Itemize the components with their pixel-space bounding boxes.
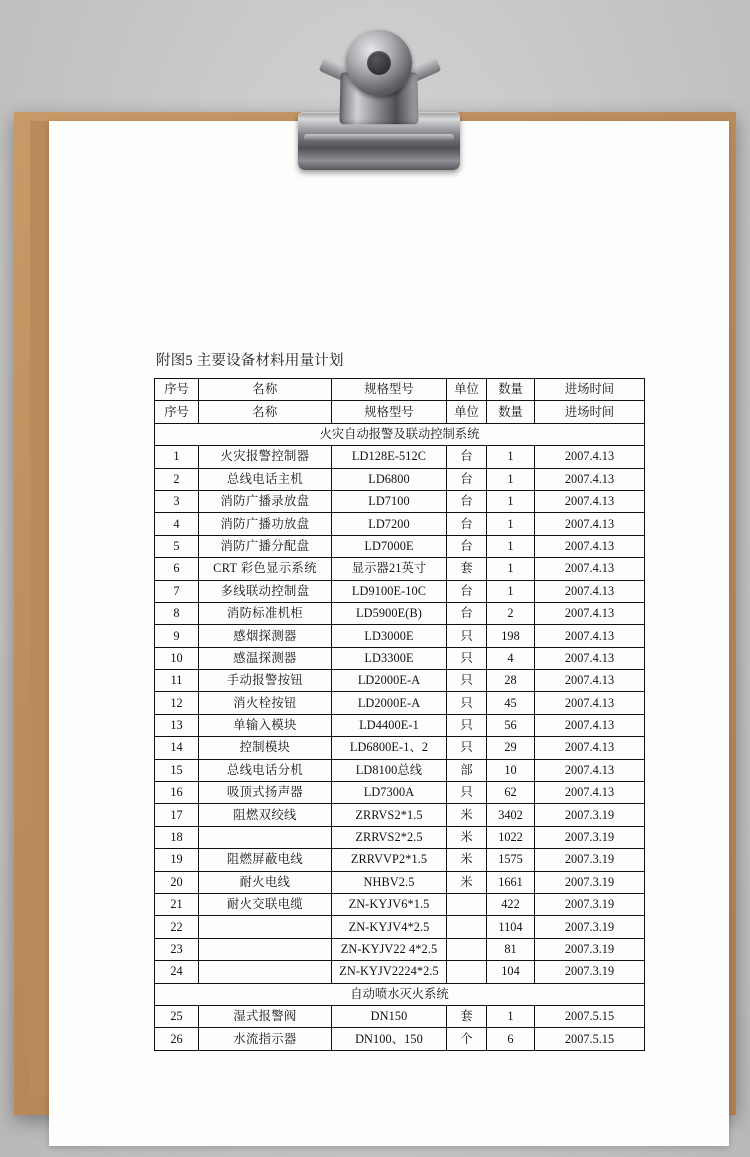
cell-序号: 6: [155, 558, 199, 580]
cell-数量: 1: [487, 468, 535, 490]
cell-规格型号: LD7200: [332, 513, 447, 535]
cell-规格型号: ZN-KYJV2224*2.5: [332, 961, 447, 983]
cell-规格型号: LD3300E: [332, 647, 447, 669]
cell-序号: 20: [155, 871, 199, 893]
cell-单位: 只: [447, 782, 487, 804]
cell-序号: 16: [155, 782, 199, 804]
cell-序号: 9: [155, 625, 199, 647]
cell-数量: 1575: [487, 849, 535, 871]
cell-单位: 米: [447, 849, 487, 871]
cell-名称: 耐火交联电缆: [199, 893, 332, 915]
cell-序号: 4: [155, 513, 199, 535]
cell-单位: [447, 916, 487, 938]
cell-名称: 湿式报警阀: [199, 1005, 332, 1027]
cell-进场时间: 2007.4.13: [535, 782, 645, 804]
cell-进场时间: 2007.4.13: [535, 714, 645, 736]
cell-数量: 1: [487, 580, 535, 602]
cell-数量: 28: [487, 670, 535, 692]
cell-规格型号: LD6800E-1、2: [332, 737, 447, 759]
cell-名称: 消防广播功放盘: [199, 513, 332, 535]
cell-序号: 17: [155, 804, 199, 826]
cell-进场时间: 2007.4.13: [535, 737, 645, 759]
cell-进场时间: 2007.3.19: [535, 961, 645, 983]
cell-规格型号: 显示器21英寸: [332, 558, 447, 580]
cell-规格型号: ZN-KYJV22 4*2.5: [332, 938, 447, 960]
table-row: [155, 759, 645, 781]
cell-单位: 套: [447, 1005, 487, 1027]
cell-单位: 台: [447, 580, 487, 602]
cell-进场时间: 2007.4.13: [535, 647, 645, 669]
cell-单位: 只: [447, 692, 487, 714]
cell-数量: 198: [487, 625, 535, 647]
cell-进场时间: 2007.4.13: [535, 759, 645, 781]
cell-序号: 11: [155, 670, 199, 692]
cell-数量: 6: [487, 1028, 535, 1050]
cell-规格型号: LD5900E(B): [332, 602, 447, 624]
cell-进场时间: 2007.4.13: [535, 468, 645, 490]
cell-序号: 1: [155, 446, 199, 468]
cell-规格型号: LD7100: [332, 490, 447, 512]
cell-单位: 台: [447, 602, 487, 624]
clip-ring-icon: [346, 30, 412, 96]
cell-进场时间: 2007.3.19: [535, 826, 645, 848]
cell-规格型号: ZRRVS2*2.5: [332, 826, 447, 848]
cell-序号: 26: [155, 1028, 199, 1050]
cell-单位: 台: [447, 513, 487, 535]
table-row: [155, 737, 645, 759]
table-row: [155, 938, 645, 960]
cell-名称: 手动报警按钮: [199, 670, 332, 692]
header-进场时间: 进场时间: [535, 401, 645, 423]
cell-数量: 1: [487, 558, 535, 580]
header-数量: 数量: [487, 401, 535, 423]
cell-名称: [199, 961, 332, 983]
table-row: [155, 714, 645, 736]
header-规格型号: 规格型号: [332, 379, 447, 401]
table-row: [155, 513, 645, 535]
cell-进场时间: 2007.3.19: [535, 916, 645, 938]
table-row: [155, 871, 645, 893]
cell-名称: 感烟探测器: [199, 625, 332, 647]
cell-进场时间: 2007.4.13: [535, 670, 645, 692]
cell-名称: 水流指示器: [199, 1028, 332, 1050]
cell-名称: [199, 938, 332, 960]
table-row: [155, 692, 645, 714]
cell-单位: 台: [447, 535, 487, 557]
table-row: [155, 893, 645, 915]
cell-进场时间: 2007.4.13: [535, 513, 645, 535]
cell-规格型号: ZN-KYJV4*2.5: [332, 916, 447, 938]
cell-数量: 1022: [487, 826, 535, 848]
cell-规格型号: LD8100总线: [332, 759, 447, 781]
cell-名称: [199, 826, 332, 848]
cell-序号: 19: [155, 849, 199, 871]
table-row: [155, 782, 645, 804]
cell-数量: 1661: [487, 871, 535, 893]
cell-序号: 24: [155, 961, 199, 983]
section-title: 火灾自动报警及联动控制系统: [155, 423, 645, 445]
cell-规格型号: LD128E-512C: [332, 446, 447, 468]
cell-进场时间: 2007.5.15: [535, 1005, 645, 1027]
cell-名称: 消防广播分配盘: [199, 535, 332, 557]
cell-单位: 只: [447, 625, 487, 647]
section-header-row: [155, 423, 645, 445]
cell-名称: 感温探测器: [199, 647, 332, 669]
clipboard-clip: [294, 20, 464, 172]
cell-名称: 阻燃屏蔽电线: [199, 849, 332, 871]
cell-规格型号: LD6800: [332, 468, 447, 490]
cell-单位: 部: [447, 759, 487, 781]
cell-进场时间: 2007.3.19: [535, 938, 645, 960]
cell-进场时间: 2007.5.15: [535, 1028, 645, 1050]
cell-名称: CRT 彩色显示系统: [199, 558, 332, 580]
cell-规格型号: DN100、150: [332, 1028, 447, 1050]
cell-数量: 422: [487, 893, 535, 915]
cell-进场时间: 2007.4.13: [535, 602, 645, 624]
cell-进场时间: 2007.4.13: [535, 446, 645, 468]
header-名称: 名称: [199, 379, 332, 401]
table-row: [155, 916, 645, 938]
cell-规格型号: ZRRVS2*1.5: [332, 804, 447, 826]
cell-数量: 29: [487, 737, 535, 759]
page-title: 附图5 主要设备材料用量计划: [156, 353, 344, 369]
header-规格型号: 规格型号: [332, 401, 447, 423]
table-row: [155, 670, 645, 692]
cell-序号: 12: [155, 692, 199, 714]
header-名称: 名称: [199, 401, 332, 423]
cell-单位: [447, 893, 487, 915]
table-row: [155, 1005, 645, 1027]
cell-数量: 104: [487, 961, 535, 983]
cell-规格型号: LD2000E-A: [332, 692, 447, 714]
clipboard-board: [14, 112, 736, 1115]
cell-名称: 吸顶式扬声器: [199, 782, 332, 804]
equipment-material-plan-table: [154, 378, 645, 1051]
cell-名称: 总线电话分机: [199, 759, 332, 781]
document-body: [49, 121, 729, 1146]
cell-进场时间: 2007.4.13: [535, 535, 645, 557]
cell-单位: 台: [447, 490, 487, 512]
cell-数量: 1: [487, 535, 535, 557]
cell-序号: 3: [155, 490, 199, 512]
table-row: [155, 961, 645, 983]
table-row: [155, 535, 645, 557]
cell-单位: 只: [447, 670, 487, 692]
cell-进场时间: 2007.4.13: [535, 490, 645, 512]
cell-名称: 消防标准机柜: [199, 602, 332, 624]
cell-序号: 25: [155, 1005, 199, 1027]
cell-数量: 2: [487, 602, 535, 624]
cell-单位: 只: [447, 647, 487, 669]
cell-名称: 火灾报警控制器: [199, 446, 332, 468]
cell-单位: 米: [447, 804, 487, 826]
cell-规格型号: ZN-KYJV6*1.5: [332, 893, 447, 915]
cell-数量: 56: [487, 714, 535, 736]
cell-序号: 22: [155, 916, 199, 938]
cell-名称: 控制模块: [199, 737, 332, 759]
table-row: [155, 804, 645, 826]
cell-名称: [199, 916, 332, 938]
cell-单位: 米: [447, 871, 487, 893]
cell-单位: [447, 938, 487, 960]
cell-单位: 只: [447, 714, 487, 736]
table-header-row-repeat: [155, 401, 645, 423]
cell-序号: 13: [155, 714, 199, 736]
cell-序号: 8: [155, 602, 199, 624]
cell-名称: 耐火电线: [199, 871, 332, 893]
cell-规格型号: LD3000E: [332, 625, 447, 647]
cell-序号: 21: [155, 893, 199, 915]
cell-序号: 15: [155, 759, 199, 781]
table-row: [155, 446, 645, 468]
table-row: [155, 580, 645, 602]
section-header-row: [155, 983, 645, 1005]
cell-规格型号: NHBV2.5: [332, 871, 447, 893]
cell-进场时间: 2007.4.13: [535, 580, 645, 602]
cell-序号: 14: [155, 737, 199, 759]
cell-进场时间: 2007.4.13: [535, 692, 645, 714]
cell-数量: 3402: [487, 804, 535, 826]
cell-名称: 多线联动控制盘: [199, 580, 332, 602]
cell-序号: 5: [155, 535, 199, 557]
header-序号: 序号: [155, 379, 199, 401]
cell-进场时间: 2007.3.19: [535, 849, 645, 871]
cell-进场时间: 2007.4.13: [535, 558, 645, 580]
cell-序号: 10: [155, 647, 199, 669]
header-序号: 序号: [155, 401, 199, 423]
table-row: [155, 468, 645, 490]
section-title: 自动喷水灭火系统: [155, 983, 645, 1005]
cell-进场时间: 2007.3.19: [535, 871, 645, 893]
paper-sheet: [49, 121, 729, 1146]
table-header-row: [155, 379, 645, 401]
cell-规格型号: LD7000E: [332, 535, 447, 557]
cell-规格型号: DN150: [332, 1005, 447, 1027]
cell-进场时间: 2007.4.13: [535, 625, 645, 647]
cell-单位: 台: [447, 468, 487, 490]
cell-单位: 套: [447, 558, 487, 580]
cell-单位: 个: [447, 1028, 487, 1050]
cell-规格型号: LD7300A: [332, 782, 447, 804]
table-row: [155, 602, 645, 624]
cell-名称: 总线电话主机: [199, 468, 332, 490]
cell-数量: 4: [487, 647, 535, 669]
cell-名称: 单输入模块: [199, 714, 332, 736]
cell-数量: 1104: [487, 916, 535, 938]
header-单位: 单位: [447, 379, 487, 401]
cell-规格型号: ZRRVVP2*1.5: [332, 849, 447, 871]
cell-名称: 消防广播录放盘: [199, 490, 332, 512]
cell-数量: 1: [487, 446, 535, 468]
cell-数量: 1: [487, 490, 535, 512]
cell-序号: 7: [155, 580, 199, 602]
cell-序号: 18: [155, 826, 199, 848]
cell-单位: [447, 961, 487, 983]
cell-进场时间: 2007.3.19: [535, 804, 645, 826]
cell-数量: 1: [487, 1005, 535, 1027]
cell-数量: 62: [487, 782, 535, 804]
cell-名称: 消火栓按钮: [199, 692, 332, 714]
table-row: [155, 849, 645, 871]
table-row: [155, 647, 645, 669]
cell-单位: 米: [447, 826, 487, 848]
cell-规格型号: LD2000E-A: [332, 670, 447, 692]
table-row: [155, 558, 645, 580]
cell-名称: 阻燃双绞线: [199, 804, 332, 826]
cell-单位: 台: [447, 446, 487, 468]
cell-数量: 45: [487, 692, 535, 714]
cell-数量: 1: [487, 513, 535, 535]
table-row: [155, 1028, 645, 1050]
cell-规格型号: LD9100E-10C: [332, 580, 447, 602]
cell-单位: 只: [447, 737, 487, 759]
cell-进场时间: 2007.3.19: [535, 893, 645, 915]
header-数量: 数量: [487, 379, 535, 401]
cell-数量: 10: [487, 759, 535, 781]
cell-序号: 2: [155, 468, 199, 490]
cell-规格型号: LD4400E-1: [332, 714, 447, 736]
cell-序号: 23: [155, 938, 199, 960]
header-单位: 单位: [447, 401, 487, 423]
table-row: [155, 826, 645, 848]
cell-数量: 81: [487, 938, 535, 960]
table-row: [155, 490, 645, 512]
header-进场时间: 进场时间: [535, 379, 645, 401]
table-row: [155, 625, 645, 647]
